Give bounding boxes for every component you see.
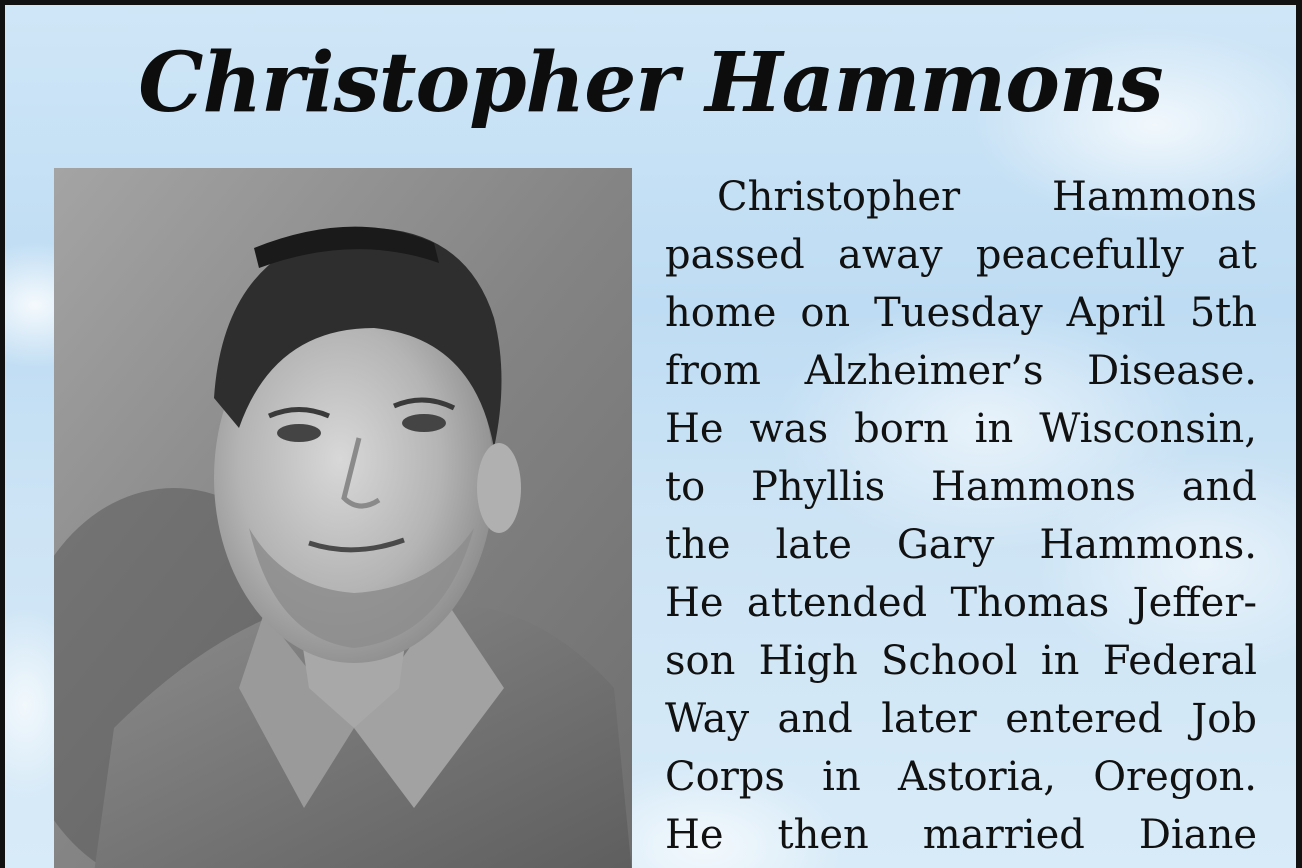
obituary-line: Corps in Astoria, Oregon. (665, 754, 1257, 800)
obituary-line: He then married Diane (665, 812, 1257, 858)
obituary-line: Christopher Hammons (717, 174, 1257, 220)
portrait-icon (54, 168, 632, 868)
obituary-line: He was born in Wisconsin, (665, 406, 1257, 452)
obituary-line: the late Gary Hammons. (665, 522, 1257, 568)
obituary-body (665, 168, 1257, 864)
obituary-line: home on Tuesday April 5th (665, 290, 1257, 336)
obituary-line: He attended Thomas Jeffer- (665, 580, 1257, 626)
obituary-line: son High School in Federal (665, 638, 1257, 684)
obituary-line: to Phyllis Hammons and (665, 464, 1257, 510)
obituary-line: Way and later entered Job (665, 696, 1257, 742)
obituary-line: from Alzheimer’s Disease. (665, 348, 1257, 394)
portrait-photo (54, 168, 632, 868)
obituary-line: passed away peacefully at (665, 232, 1257, 278)
obituary-title: Christopher Hammons (138, 35, 1163, 131)
